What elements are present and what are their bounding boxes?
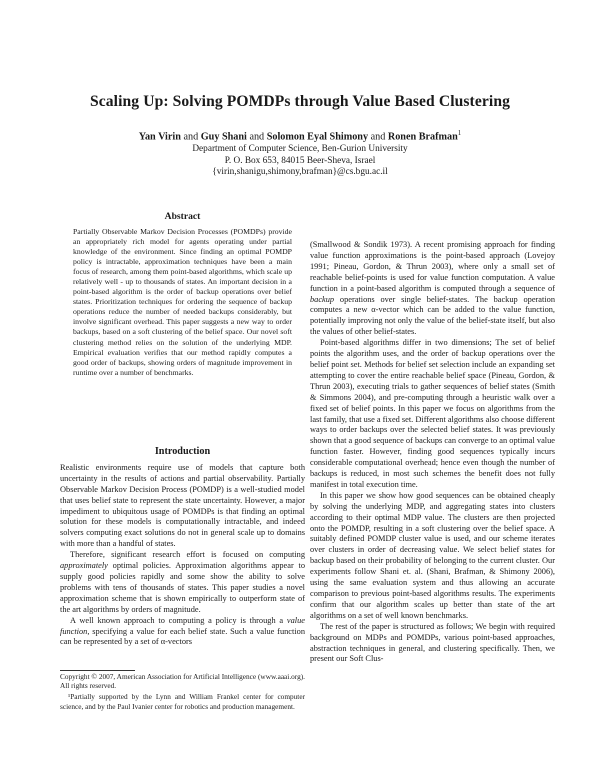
intro-p2-text-rest: optimal policies. Approximation algorithms appear to supply good policies rapidly and some show the ability to solve problems with tens of thousands of states. This paper studies a novel approximation scheme that is shown empirically to outperform state of the art algorithms by orders of magnitude. xyxy=(60,561,305,614)
intro-p3-text-rest: , specifying a value for each belief state. Such a value function can be represented by a set of α-vectors xyxy=(60,626,305,647)
author-separator: and xyxy=(180,131,201,143)
abstract-heading: Abstract xyxy=(164,211,201,222)
copyright-notice: Copyright © 2007, American Association for Artificial Intelligence (www.aaai.org). All rights reserved. xyxy=(60,672,305,691)
right-paragraph-3: In this paper we show how good sequences can be obtained cheaply by solving the underlying MDP, and aggregating states into clusters according to their optimal MDP value. The clusters are then projected onto the POMDP, resulting in a soft clustering over the belief space. A suitably defined POMDP cluster value is used, and our scheme iterates over clusters in order of decreasing value. We select belief states for backup based on their probability of belonging to the current cluster. Our experiments follow Shani et. al. (Shani, Brafman, & Shimony 2006), using the same evaluation system and thus allowing an accurate comparison to previous point-based algorithms results. The experiments confirm that our algorithm scales up better than state of the art algorithms on a set of well known benchmarks. xyxy=(310,490,555,620)
introduction-heading: Introduction xyxy=(154,446,211,457)
introduction-section xyxy=(60,447,305,648)
right-p1-text: (Smallwood & Sondik 1973). A recent promising approach for finding value function approximations is the point-based approach (Lovejoy 1991; Pineau, Gordon, & Thrun 2003), where only a small set of reachable belief-points is used for value function computation. A value function in a point-based algorithm is computed through a sequence of xyxy=(310,240,555,293)
right-paragraph-4: The rest of the paper is structured as follows; We begin with required background on MDPs and POMDPs, various point-based approaches, abstraction techniques in general, and clustering specifically. Then, we present our Soft Clus- xyxy=(310,621,555,664)
intro-paragraph-3 xyxy=(60,616,305,649)
right-p1-text-rest: operations over single belief-states. The backup operation computes a new α-vector which can be added to the value function, potentially improving not only the value of the belief-state itself, but also the values of other belief-states. xyxy=(310,294,555,337)
paper-title: Scaling Up: Solving POMDPs through Value Based Clustering xyxy=(89,93,510,110)
affiliation-address: P. O. Box 653, 84015 Beer-Sheva, Israel xyxy=(224,155,376,166)
author-name: Ronen Brafman xyxy=(387,131,458,143)
footnote-area xyxy=(60,672,305,711)
author-list xyxy=(60,129,540,142)
author-name: Guy Shani xyxy=(200,131,247,143)
abstract-text: Partially Observable Markov Decision Processes (POMDPs) provide an appropriately rich model for agents operating under partial knowledge of the environment. Since finding an optimal POMDP policy is intractable, approximation techniques have been a main focus of research, among them point-based algorithms, which scale up relatively well - up to thousands of states. An important decision in a point-based algorithm is the order of backup operations over belief states. Prioritization techniques for ordering the sequence of backup operations reduce the number of needed backups considerably, but involve significant overhead. This paper suggests a new way to order backups, based on a soft clustering of the belief space. Our novel soft clustering method relies on the solution of the underlying MDP. Empirical evaluation verifies that our method rapidly computes a good order of backups, showing orders of magnitude improvement in runtime over a number of benchmarks. xyxy=(73,227,292,377)
intro-paragraph-1: Realistic environments require use of models that capture both uncertainty in the results of actions and partial observability. Partially Observable Markov Decision Process (POMDP) is a well-studied model that uses belief state to represent the state uncertainty. However, a major impediment to ubiquitous usage of POMDPs is that finding an optimal solution for these models is computationally intractable, and indeed solvers computing exact solutions do not in general scale up to domains with more than a handful of states. xyxy=(60,462,305,549)
right-p1-emphasis: backup xyxy=(310,294,335,304)
right-column xyxy=(310,240,555,665)
abstract-section xyxy=(60,211,305,378)
intro-p2-emphasis: approximately xyxy=(60,561,108,571)
author-separator: and xyxy=(246,131,267,143)
footnote-marker: 1 xyxy=(457,129,462,137)
author-name: Solomon Eyal Shimony xyxy=(266,131,369,143)
right-paragraph-2: Point-based algorithms differ in two dimensions; The set of belief points the algorithm uses, and the order of backup operations over the belief point set. Methods for belief set selection include an expanding set attempting to cover the entire reachable belief space (Pineau, Gordon, & Thrun 2003), executing trials to gather sequences of belief states (Smith & Simmons 2004), and pre-computing through a heuristic walk over a fixed set of belief points. In this paper we focus on algorithms from the last family, that use a fixed set. Different algorithms also choose different ways to order backups over the selected belief states. It was previously shown that a good sequence of backups can converge to an optimal value function faster. However, finding good sequences typically incurs considerable computational overhead; hence even though the number of backups is reduced, in most such schemes the benefit does not fully manifest in total execution time. xyxy=(310,338,555,489)
author-separator: and xyxy=(368,131,388,143)
intro-p3-text: A well known approach to computing a policy is through a xyxy=(70,615,287,625)
right-paragraph-1 xyxy=(310,240,555,338)
intro-p2-text: Therefore, significant research effort is focused on computing xyxy=(70,550,305,560)
intro-p3-emphasis: value function xyxy=(60,615,305,636)
author-name: Yan Virin xyxy=(138,131,181,143)
intro-paragraph-2 xyxy=(60,550,305,615)
footnote-text: ¹Partially supported by the Lynn and William Frankel center for computer science, and by the Paul Ivanier center for robotics and production management. xyxy=(60,692,305,711)
affiliation-emails: {virin,shanigu,shimony,brafman}@cs.bgu.ac.il xyxy=(212,167,388,178)
footnote-rule xyxy=(60,670,135,671)
affiliation-department: Department of Computer Science, Ben-Gurion University xyxy=(192,144,408,154)
